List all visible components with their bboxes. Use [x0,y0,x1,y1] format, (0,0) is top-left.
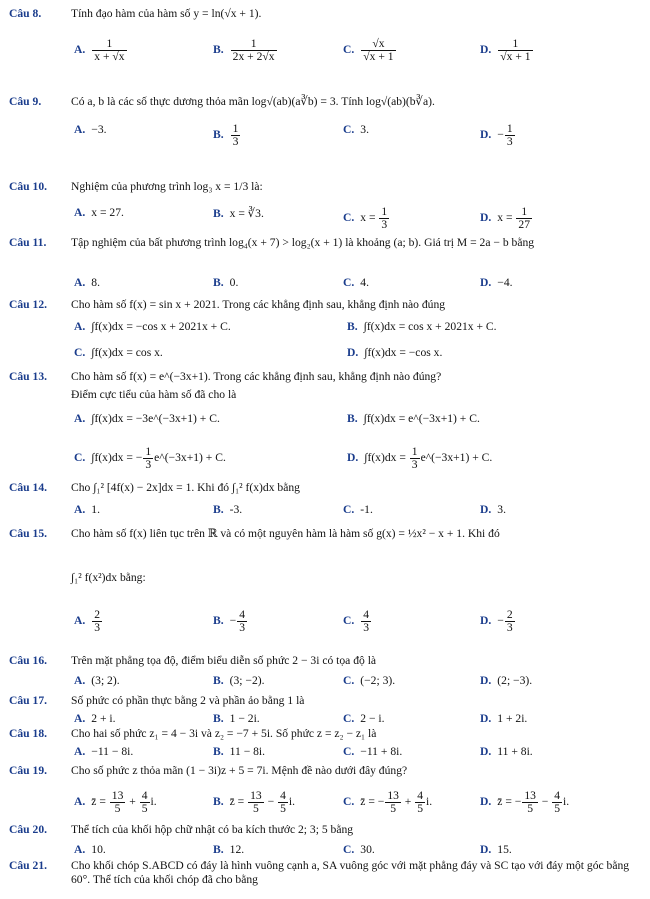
denominator: 3 [94,621,101,634]
question-number: Câu 8. [9,7,42,20]
option-text: ∫f(x)dx = cos x. [91,346,163,359]
question-stem: Cho hàm số f(x) liên tục trên ℝ và có một nguyên hàm là hàm số g(x) = ½x² − x + 1. Khi đó [71,527,500,540]
question-number: Câu 9. [9,95,42,108]
numerator: 2 [506,608,513,621]
option-key: B. [213,614,224,628]
denominator: x + √x [94,50,125,63]
denominator: 3 [506,135,513,148]
option-text: ∫f(x)dx = −cos x + 2021x + C. [91,320,231,333]
answer-option[interactable] [213,712,260,725]
answer-option[interactable] [213,745,265,758]
option-key: B. [213,128,224,142]
option-text: (2; −3). [497,674,533,687]
option-text: ∫f(x)dx = e^(−3x+1) + C. [363,412,480,425]
option-suffix: i. [288,795,295,809]
answer-option[interactable] [74,206,124,219]
denominator: 5 [417,802,424,815]
numerator: 4 [280,789,286,802]
option-text: 11 + 8i. [497,745,533,758]
question-number: Câu 18. [9,727,48,740]
option-key: D. [480,712,492,725]
denominator: 2x + 2√x [232,50,275,63]
option-key: C. [343,614,355,628]
numerator: 13 [387,789,399,802]
option-key: D. [480,503,492,516]
option-key: B. [213,503,224,516]
answer-option[interactable] [74,38,128,63]
fraction [498,38,532,63]
denominator: 5 [527,802,533,815]
option-key: A. [74,503,86,516]
option-key: B. [347,412,358,425]
option-key: C. [343,843,355,856]
question-stem: Có a, b là các số thực dương thỏa mãn log√(ab)(a∛b) = 3. Tính log√(ab)(b∛a). [71,95,435,108]
option-text: −11 − 8i. [91,745,134,758]
option-suffix: e^(−3x+1) + C. [154,451,226,465]
answer-option[interactable] [213,674,265,687]
answer-option[interactable] [480,843,512,856]
option-operator: + [126,795,139,809]
denominator: √x + 1 [500,50,531,63]
option-text: -3. [229,503,243,516]
numerator: 1 [381,205,388,218]
option-text: ∫f(x)dx = −3e^(−3x+1) + C. [91,412,220,425]
fraction [516,206,532,231]
answer-option[interactable] [343,276,369,289]
question-stem: Tập nghiệm của bất phương trình log₄(x + 7) > log₂(x + 1) là khoảng (a; b). Giá trị M = 2a − b bằng [71,236,535,249]
option-text: 8. [91,276,100,289]
question-stem: Tính đạo hàm của hàm số y = ln(√x + 1). [71,7,262,20]
denominator: 3 [411,458,418,471]
numerator: 1 [145,445,152,458]
option-key: B. [213,795,224,809]
option-text: x = 27. [91,206,124,219]
option-key: A. [74,320,86,333]
option-key: A. [74,843,86,856]
answer-option[interactable] [343,674,395,687]
answer-option[interactable] [74,843,106,856]
question-number: Câu 16. [9,654,48,667]
fraction [385,790,401,815]
option-prefix: x = [360,211,379,225]
question-stem: Cho hàm số f(x) = sin x + 2021. Trong các khẳng định sau, khẳng định nào đúng [71,298,446,311]
option-prefix: z̄ = − [360,795,385,809]
option-key: D. [480,674,492,687]
option-text: −4. [497,276,513,289]
option-operator: + [401,795,415,809]
fraction [237,609,247,634]
question-stem: Số phức có phần thực bằng 2 và phần ảo bằng 1 là [71,694,305,707]
fraction [361,609,371,634]
option-key: C. [343,674,355,687]
option-key: D. [480,745,492,758]
answer-option[interactable] [480,276,513,289]
denominator: 5 [390,802,396,815]
question-stem: Nghiệm của phương trình log₃ x = 1/3 là: [71,180,263,193]
option-suffix: i. [563,795,570,809]
answer-option[interactable] [74,123,107,136]
answer-option[interactable] [74,346,163,359]
option-text: (−2; 3). [360,674,396,687]
question-stem: Trên mặt phẳng tọa độ, điểm biểu diễn số phức 2 − 3i có tọa độ là [71,654,377,667]
fraction [248,790,264,815]
answer-option[interactable] [343,745,402,758]
numerator: 4 [554,789,561,802]
question-number: Câu 14. [9,481,48,494]
option-key: C. [343,276,355,289]
option-key: D. [480,843,492,856]
answer-option[interactable] [213,790,295,815]
numerator: 13 [111,789,124,802]
option-prefix: − [497,128,504,142]
numerator: 13 [250,789,262,802]
option-text: 4. [360,276,369,289]
option-key: C. [343,123,355,136]
option-text: 10. [91,843,106,856]
answer-option[interactable] [480,206,533,231]
question-number: Câu 10. [9,180,48,193]
fraction [410,446,420,471]
answer-option[interactable] [74,412,220,425]
numerator: 1 [232,122,239,135]
numerator: 1 [498,38,532,51]
numerator: √x [361,38,395,51]
option-operator: − [538,795,552,809]
option-prefix: ∫f(x)dx = − [91,451,143,465]
answer-option[interactable] [480,745,533,758]
answer-option[interactable] [213,609,248,634]
answer-option[interactable] [343,123,369,136]
numerator: 1 [231,38,277,51]
option-text: 15. [497,843,512,856]
option-text: 12. [229,843,245,856]
option-text: 2 − i. [360,712,385,725]
fraction [552,790,562,815]
fraction [415,790,425,815]
fraction [505,123,515,148]
denominator: 3 [506,621,513,634]
question-stem-continued: ∫₁² f(x²)dx bằng: [71,571,146,584]
denominator: 3 [145,458,152,471]
answer-option[interactable] [74,790,157,815]
answer-option[interactable] [347,412,480,425]
option-key: D. [480,43,492,57]
option-text: 30. [360,843,375,856]
answer-option[interactable] [74,446,226,471]
option-text: 3. [497,503,506,516]
denominator: 3 [239,621,245,634]
option-suffix: i. [426,795,433,809]
question-stem: Cho hàm số f(x) = e^(−3x+1). Trong các khẳng định sau, khẳng định nào đúng? [71,370,442,383]
option-key: C. [74,451,86,465]
fraction [231,123,241,148]
answer-option[interactable] [480,790,569,815]
numerator: 4 [141,789,148,802]
denominator: 5 [114,802,121,815]
question-number: Câu 20. [9,823,48,836]
fraction [278,790,288,815]
option-key: C. [343,43,355,57]
denominator: 5 [554,802,561,815]
option-text: 1 + 2i. [497,712,528,725]
numerator: 1 [411,445,418,458]
option-prefix: x = [497,211,516,225]
answer-option[interactable] [213,843,244,856]
question-stem: Thể tích của khối hộp chữ nhật có ba kích thước 2; 3; 5 bằng [71,823,354,836]
numerator: 1 [516,206,532,219]
option-prefix: z̄ = [91,795,109,809]
answer-option[interactable] [480,609,516,634]
option-text: −11 + 8i. [360,745,403,758]
answer-option[interactable] [74,320,231,333]
fraction [92,38,126,63]
numerator: 2 [94,608,101,621]
denominator: 3 [363,621,370,634]
answer-option[interactable] [343,206,390,231]
option-text: -1. [360,503,373,516]
denominator: 3 [232,135,239,148]
option-text: 3. [360,123,369,136]
option-key: D. [480,614,492,628]
numerator: 4 [417,789,424,802]
numerator: 1 [506,122,513,135]
answer-option[interactable] [343,38,397,63]
option-key: B. [213,276,224,289]
option-key: A. [74,276,86,289]
option-key: A. [74,123,86,136]
denominator: 3 [381,218,388,231]
option-key: D. [480,128,492,142]
question-stem-continued: Điểm cực tiểu của hàm số đã cho là [71,388,237,401]
option-suffix: e^(−3x+1) + C. [420,451,493,465]
option-key: B. [213,745,224,758]
fraction [522,790,538,815]
answer-option[interactable] [343,712,385,725]
answer-option[interactable] [74,712,116,725]
fraction [231,38,277,63]
answer-option[interactable] [213,276,238,289]
option-key: C. [343,745,355,758]
option-text: 1 − 2i. [229,712,260,725]
option-operator: − [264,795,278,809]
question-stem: Cho ∫₁² [4f(x) − 2x]dx = 1. Khi đó ∫₁² f(x)dx bằng [71,481,300,494]
answer-option[interactable] [343,843,375,856]
denominator: 5 [141,802,148,815]
answer-option[interactable] [74,745,133,758]
option-key: C. [343,712,355,725]
question-number: Câu 21. [9,859,48,872]
option-key: B. [213,712,224,725]
option-key: C. [343,211,355,225]
option-key: A. [74,412,86,425]
fraction [505,609,515,634]
denominator: 5 [253,802,259,815]
option-text: 11 − 8i. [229,745,266,758]
answer-option[interactable] [347,320,497,333]
question-stem: Cho khối chóp S.ABCD có đáy là hình vuông cạnh a, SA vuông góc với mặt phẳng đáy và SC tạo với đáy một góc bằng 60°. Thể tích của khối chóp đã cho bằng [71,859,630,886]
question-stem: Cho số phức z thỏa mãn (1 − 3i)z + 5 = 7i. Mệnh đề nào dưới đây đúng? [71,764,408,777]
option-key: B. [213,674,224,687]
option-key: B. [213,207,224,220]
numerator: 4 [239,608,245,621]
numerator: 1 [92,38,126,51]
question-number: Câu 11. [9,236,47,249]
option-text: ∫f(x)dx = −cos x. [364,346,443,359]
option-key: A. [74,674,86,687]
question-number: Câu 12. [9,298,48,311]
question-number: Câu 17. [9,694,48,707]
fraction [361,38,395,63]
fraction [92,609,102,634]
answer-option[interactable] [343,503,373,516]
denominator: 27 [518,218,531,231]
option-key: A. [74,43,86,57]
option-key: A. [74,614,86,628]
answer-option[interactable] [480,503,506,516]
answer-option[interactable] [480,123,516,148]
denominator: √x + 1 [363,50,394,63]
answer-option[interactable] [213,503,242,516]
option-key: A. [74,795,86,809]
option-key: C. [343,503,355,516]
option-text: (3; −2). [229,674,265,687]
option-key: D. [480,211,492,225]
option-key: D. [347,346,359,359]
option-suffix: i. [150,795,157,809]
fraction [143,446,153,471]
answer-option[interactable] [480,674,532,687]
answer-option[interactable] [74,609,103,634]
option-key: A. [74,206,86,219]
answer-option[interactable] [343,609,372,634]
option-key: A. [74,712,86,725]
answer-option[interactable] [480,712,527,725]
fraction [140,790,150,815]
answer-option[interactable] [213,38,278,63]
option-prefix: z̄ = [229,795,248,809]
question-number: Câu 19. [9,764,48,777]
option-prefix: − [497,614,504,628]
option-text: x = ∛3. [229,207,264,220]
option-text: ∫f(x)dx = cos x + 2021x + C. [363,320,497,333]
answer-option[interactable] [213,206,264,220]
numerator: 13 [524,789,536,802]
option-text: 2 + i. [91,712,116,725]
fraction [379,206,389,231]
question-number: Câu 13. [9,370,48,383]
option-key: B. [347,320,358,333]
answer-option[interactable] [74,503,100,516]
option-key: D. [480,795,492,809]
option-prefix: ∫f(x)dx = [364,451,409,465]
option-text: −3. [91,123,107,136]
option-key: C. [74,346,86,359]
option-key: B. [213,43,224,57]
option-prefix: z̄ = − [497,795,522,809]
question-stem: Cho hai số phức z₁ = 4 − 3i và z₂ = −7 + 5i. Số phức z = z₂ − z₁ là [71,727,377,740]
numerator: 4 [363,608,370,621]
fraction [110,790,126,815]
option-key: D. [480,276,492,289]
answer-option[interactable] [343,790,432,815]
question-number: Câu 15. [9,527,48,540]
option-text: 0. [229,276,239,289]
option-text: 1. [91,503,100,516]
option-key: C. [343,795,355,809]
option-text: (3; 2). [91,674,120,687]
answer-option[interactable] [347,346,442,359]
answer-option[interactable] [480,38,534,63]
answer-option[interactable] [74,276,100,289]
denominator: 5 [280,802,286,815]
option-prefix: − [229,614,237,628]
answer-option[interactable] [213,123,241,148]
option-key: D. [347,451,359,465]
answer-option[interactable] [347,446,492,471]
answer-option[interactable] [74,674,120,687]
option-key: B. [213,843,224,856]
option-key: A. [74,745,86,758]
